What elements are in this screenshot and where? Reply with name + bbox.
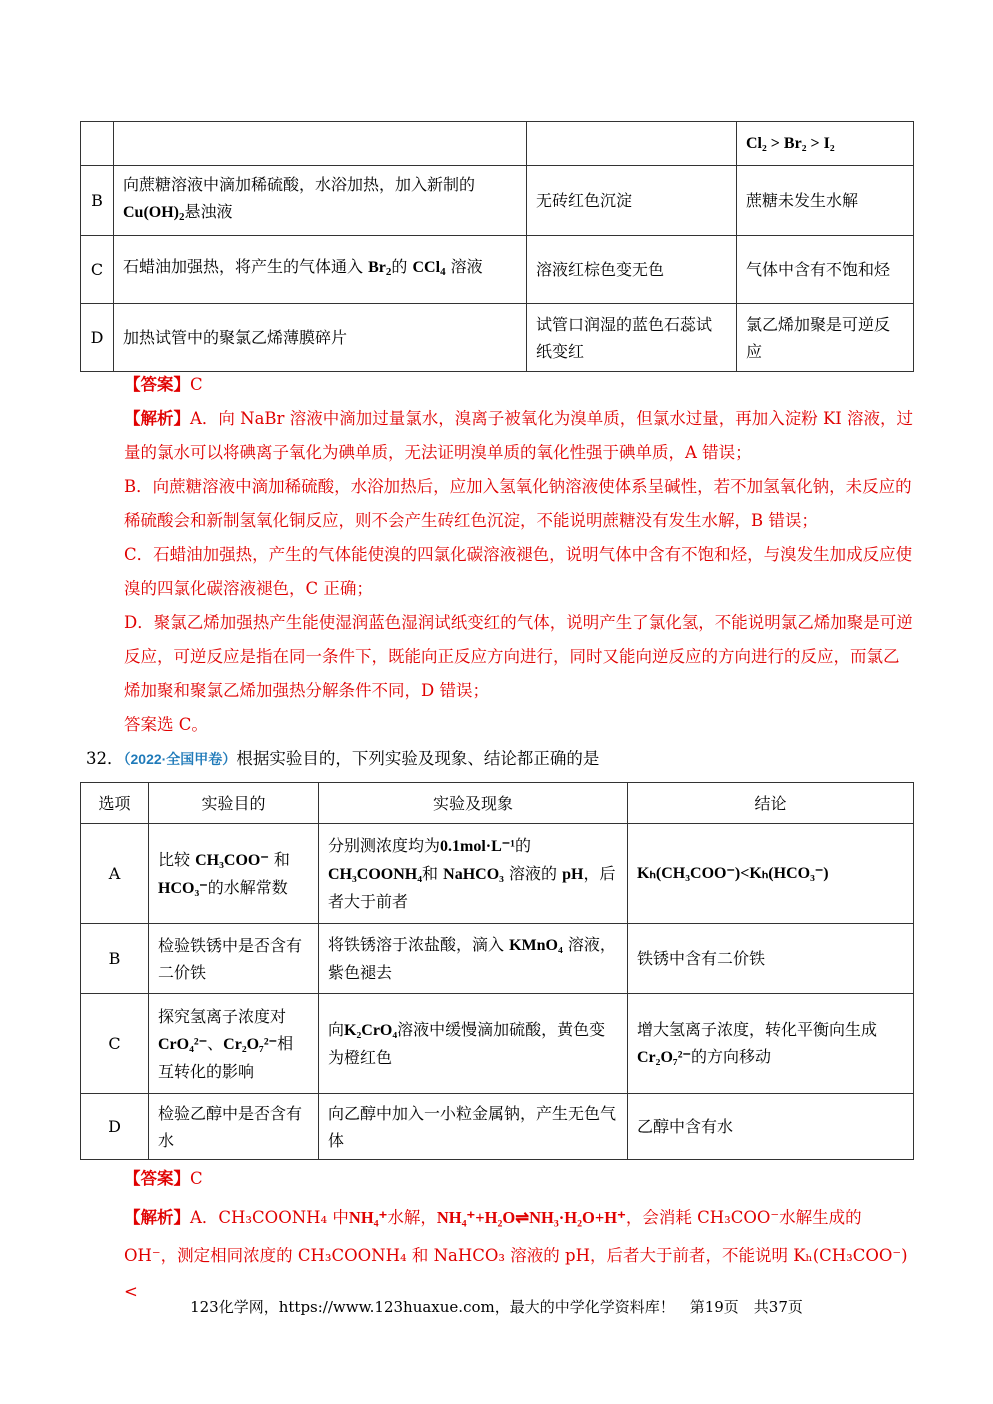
analysis-2-line2: OH⁻，测定相同浓度的 CH₃COONH₄ 和 NaHCO₃ 溶液的 pH，后者大于前者，不能说明 Kₕ(CH₃COO⁻)< [124,1246,908,1301]
table-row [81,994,914,1094]
purpose-cell: 比较 CH₃COO⁻ 和 HCO₃⁻的水解常数 [149,824,319,924]
purpose-cell: 检验乙醇中是否含有水 [149,1094,319,1160]
purpose-cell: 检验铁锈中是否含有二价铁 [149,924,319,994]
conclusion-cell: Kₕ(CH₃COO⁻)<Kₕ(HCO₃⁻) [628,824,914,924]
option-cell: D [81,1094,149,1160]
experiment-cell: 分别测浓度均为0.1mol·L⁻¹的 CH₃COONH₄和 NaHCO₃ 溶液的 pH，后者大于前者 [319,824,628,924]
table-row [81,236,914,304]
table-row [81,1094,914,1160]
conclusion-cell: 蔗糖未发生水解 [737,166,914,236]
table-row [81,824,914,924]
question-32-stem: 32．（2022·全国甲卷）根据实验目的，下列实验及现象、结论都正确的是 [86,749,600,768]
table-row [81,166,914,236]
table-cell [81,122,114,166]
phenomenon-cell: 溶液红棕色变无色 [527,236,737,304]
analysis-1-final: 答案选 C。 [124,715,208,734]
analysis-1-d: D．聚氯乙烯加强热产生能使湿润蓝色湿润试纸变红的气体，说明产生了氯化氢，不能说明氯乙烯加聚是可逆反应，可逆反应是指在同一条件下，既能向正反应方向进行，同时又能向逆反应的方向进行的反应，而氯乙烯加聚和聚氯乙烯加强热分解条件不同，D 错误； [124,613,913,700]
table-row [81,304,914,372]
table-cell-conclusion: Cl₂ > Br₂ > I₂ [737,122,914,166]
option-cell: D [81,304,114,372]
experiment-cell: 向乙醇中加入一小粒金属钠，产生无色气体 [319,1094,628,1160]
experiment-cell: 将铁锈溶于浓盐酸，滴入 KMnO₄ 溶液，紫色褪去 [319,924,628,994]
operation-cell: 向蔗糖溶液中滴加稀硫酸，水浴加热，加入新制的 $Cu(OH)_2$悬浊液 [114,166,527,236]
header-option: 选项 [81,783,149,824]
conclusion-cell: 气体中含有不饱和烃 [737,236,914,304]
purpose-cell: 探究氢离子浓度对 CrO₄²⁻、Cr₂O₇²⁻相互转化的影响 [149,994,319,1094]
table-row [81,122,914,166]
conclusion-cell: 乙醇中含有水 [628,1094,914,1160]
analysis-1-c: C．石蜡油加强热，产生的气体能使溴的四氯化碳溶液褪色，说明气体中含有不饱和烃，与溴发生加成反应使溴的四氯化碳溶液褪色，C 正确； [124,545,913,598]
operation-cell: 加热试管中的聚氯乙烯薄膜碎片 [114,304,527,372]
operation-cell: 石蜡油加强热，将产生的气体通入 $Br_2$的 CCl$_4$ 溶液 [114,236,527,304]
option-cell: B [81,924,149,994]
option-cell: A [81,824,149,924]
analysis-1-b: B．向蔗糖溶液中滴加稀硫酸，水浴加热后，应加入氢氧化钠溶液使体系呈碱性，若不加氢氧化钠，未反应的稀硫酸会和新制氢氧化铜反应，则不会产生砖红色沉淀，不能说明蔗糖没有发生水解，B 错误； [124,477,912,530]
table-header-row [81,783,914,824]
table-cell [527,122,737,166]
analysis-2-line1: 【解析】A．CH₃COONH₄ 中NH₄⁺水解，NH₄⁺+H₂O⇌NH₃·H₂O+H⁺，会消耗 CH₃COO⁻水解生成的 [124,1208,862,1227]
page-footer: 123化学网，https://www.123huaxue.com，最大的中学化学资料库！ 第19页 共37页 [190,1298,803,1316]
table-cell [114,122,527,166]
answer-2: 【答案】C [124,1169,203,1188]
experiment-table-1 [80,121,914,372]
conclusion-cell: 增大氢离子浓度，转化平衡向生成 Cr₂O₇²⁻的方向移动 [628,994,914,1094]
conclusion-cell: 铁锈中含有二价铁 [628,924,914,994]
phenomenon-cell: 试管口润湿的蓝色石蕊试纸变红 [527,304,737,372]
option-cell: C [81,236,114,304]
option-cell: C [81,994,149,1094]
experiment-cell: 向K₂CrO₄溶液中缓慢滴加硫酸，黄色变为橙红色 [319,994,628,1094]
header-purpose: 实验目的 [149,783,319,824]
conclusion-cell: 氯乙烯加聚是可逆反应 [737,304,914,372]
header-conclusion: 结论 [628,783,914,824]
option-cell: B [81,166,114,236]
experiment-table-2 [80,782,914,1160]
question-source: （2022·全国甲卷） [123,751,237,767]
phenomenon-cell: 无砖红色沉淀 [527,166,737,236]
header-experiment: 实验及现象 [319,783,628,824]
table-row [81,924,914,994]
answer-1: 【答案】C [124,375,203,394]
analysis-1-a: 【解析】A．向 NaBr 溶液中滴加过量氯水，溴离子被氧化为溴单质，但氯水过量，再加入淀粉 KI 溶液，过量的氯水可以将碘离子氧化为碘单质，无法证明溴单质的氧化性强于碘单质，A 错误； [124,409,914,462]
